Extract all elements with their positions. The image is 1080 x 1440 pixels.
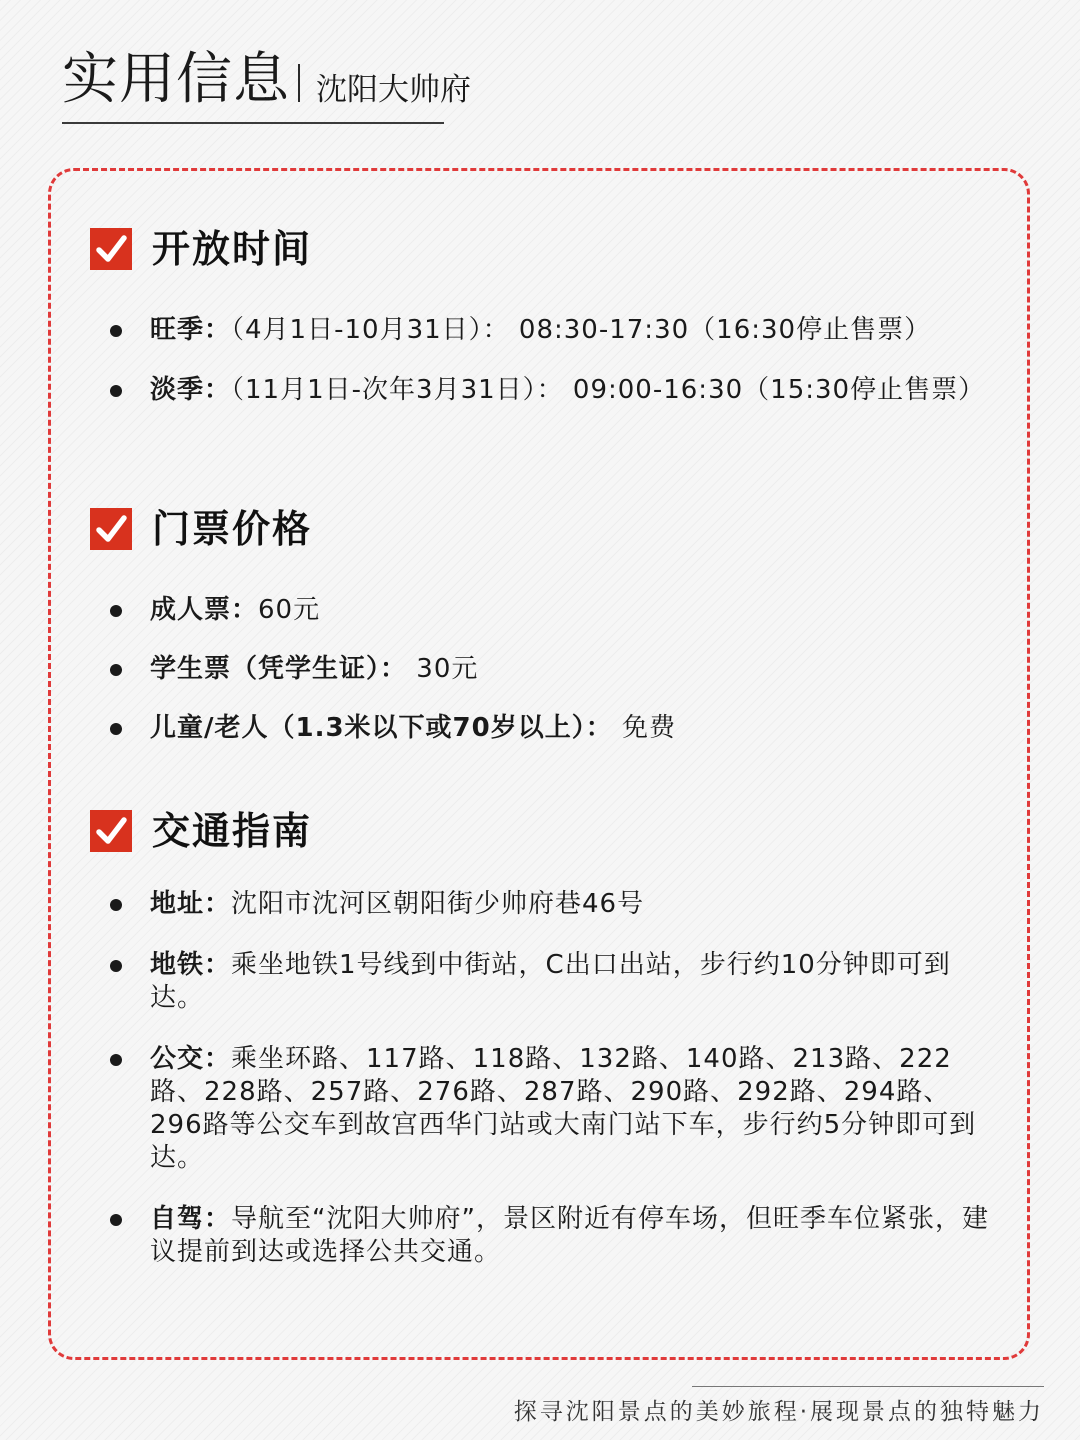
item-text: （4月1日-10月31日）： 08:30-17:30（16:30停止售票） <box>231 315 932 345</box>
section-header <box>90 222 990 278</box>
bullet-icon <box>110 723 122 735</box>
section-title: 门票价格 <box>152 507 313 551</box>
section-title: 交通指南 <box>152 809 313 853</box>
list-item <box>90 374 990 407</box>
section-header <box>90 804 990 860</box>
item-label: 旺季： <box>150 315 232 345</box>
list-item <box>90 949 990 1015</box>
bullet-icon <box>110 960 122 972</box>
item-label: 公交： <box>150 1044 232 1074</box>
item-label: 儿童/老人（1.3米以下或70岁以上）： <box>150 713 613 743</box>
bullet-icon <box>110 664 122 676</box>
item-text: 免费 <box>612 713 677 743</box>
section-title: 开放时间 <box>152 227 313 271</box>
page-header <box>62 46 471 124</box>
page-title: 实用信息 <box>62 47 290 112</box>
item-text: 导航至“沈阳大帅府”，景区附近有停车场，但旺季车位紧张，建议提前到达或选择公共交通。 <box>150 1204 989 1267</box>
list-item <box>90 888 990 921</box>
item-label: 自驾： <box>150 1204 232 1234</box>
title-divider <box>298 64 300 102</box>
item-label: 地址： <box>150 889 232 919</box>
page-subtitle: 沈阳大帅府 <box>316 72 471 108</box>
item-text: （11月1日-次年3月31日）： 09:00-16:30（15:30停止售票） <box>231 375 986 405</box>
list-item <box>90 314 990 347</box>
item-label: 淡季： <box>150 375 232 405</box>
bullet-icon <box>110 605 122 617</box>
list-item <box>90 1043 990 1175</box>
bullet-icon <box>110 1214 122 1226</box>
footer-slogan: 探寻沈阳景点的美妙旅程·展现景点的独特魅力 <box>513 1399 1044 1425</box>
list-item <box>90 712 990 745</box>
item-text: 60元 <box>258 595 321 625</box>
footer-divider <box>692 1386 1044 1387</box>
bullet-icon <box>110 325 122 337</box>
bullet-icon <box>110 1054 122 1066</box>
item-label: 地铁： <box>150 950 232 980</box>
bullet-icon <box>110 385 122 397</box>
section-header <box>90 502 990 558</box>
check-icon <box>90 810 132 852</box>
list-item <box>90 594 990 627</box>
section-transport-guide <box>90 804 990 1269</box>
bullet-icon <box>110 899 122 911</box>
section-opening-hours <box>90 222 990 407</box>
item-text: 乘坐地铁1号线到中街站，C出口出站，步行约10分钟即可到达。 <box>150 950 951 1013</box>
check-icon <box>90 228 132 270</box>
item-text: 乘坐环路、117路、118路、132路、140路、213路、222路、228路、257路、276路、287路、290路、292路、294路、296路等公交车到故宫西华门站或大南门站下车，步行约5分钟即可到达。 <box>150 1044 977 1173</box>
section-ticket-prices <box>90 502 990 745</box>
check-icon <box>90 508 132 550</box>
item-text: 沈阳市沈河区朝阳街少帅府巷46号 <box>231 889 645 919</box>
list-item <box>90 653 990 686</box>
list-item <box>90 1203 990 1269</box>
item-label: 学生票（凭学生证）： <box>150 654 408 684</box>
item-text: 30元 <box>407 654 479 684</box>
item-label: 成人票： <box>150 595 259 625</box>
